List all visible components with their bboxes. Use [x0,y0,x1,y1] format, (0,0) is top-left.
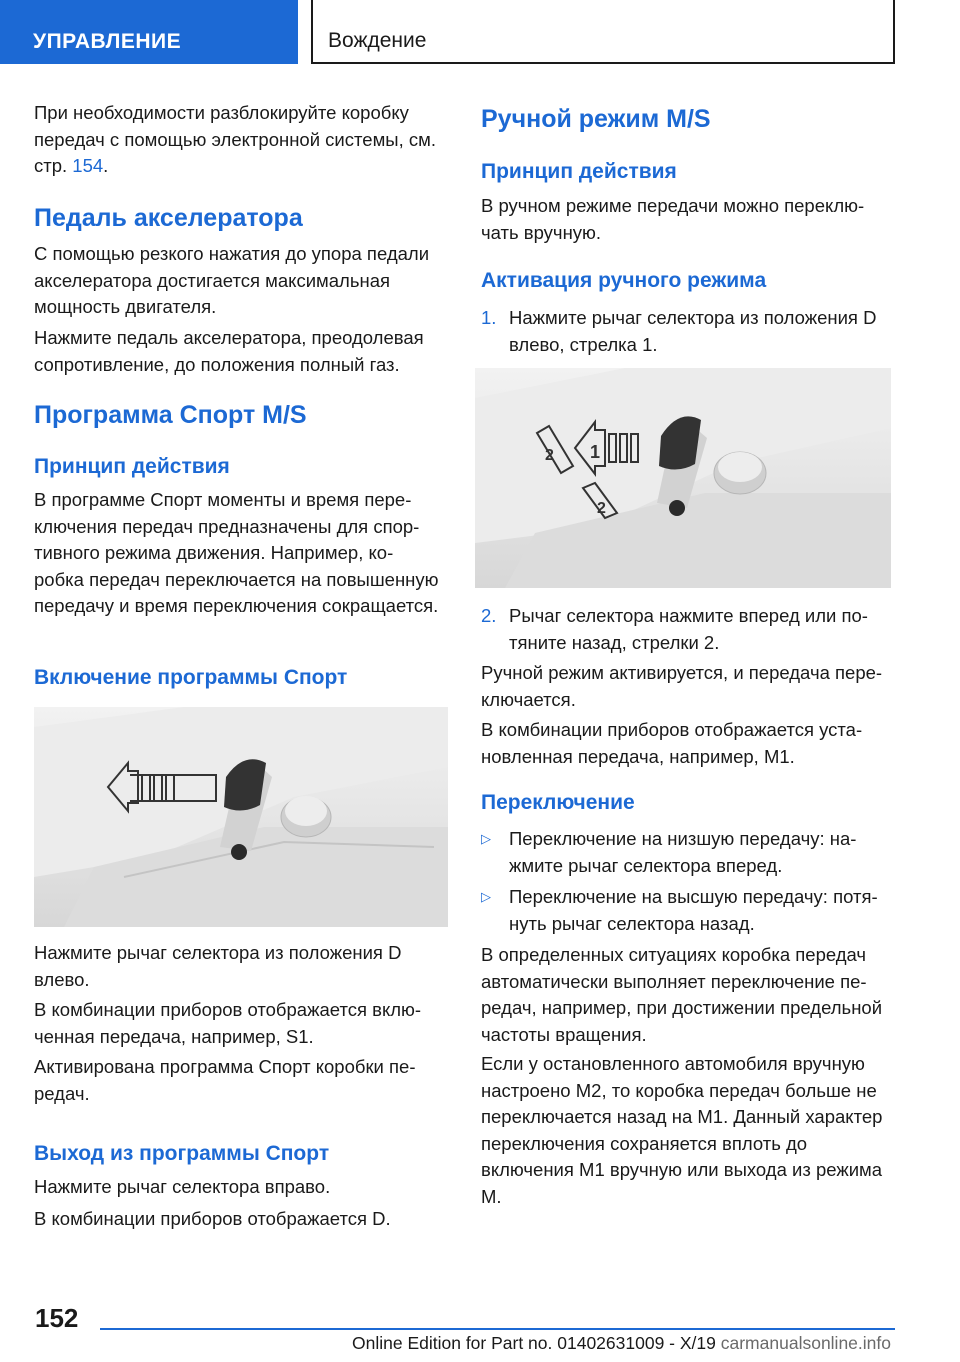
sport-principle-text: В программе Спорт моменты и время пере- ключения передач предназначены для спор- тивного режима движения. Например, ко- робка передач переключается на повышенную передачу и время переключения сокращается. [34,489,439,616]
intro-end: . [103,155,109,176]
watermark-text[interactable]: carmanualsonline.info [720,1333,891,1353]
gear-selector-right-figure [475,368,891,588]
arrow-1-label: 1 [590,442,601,462]
kickdown-text-2: Нажмите педаль акселератора, преодолевая сопротивление, до положения полный газ. [34,327,424,375]
activation-heading: Активация ручного режима [481,269,767,292]
gear-selector-illustration [34,707,448,927]
sport-off-text-1: Нажмите рычаг селектора вправо. [34,1176,331,1197]
manual-principle-heading: Принцип действия [481,160,677,183]
sport-on-heading: Включение программы Спорт [34,666,348,689]
arrow-2-label-upper: 2 [545,447,554,464]
bullet-downshift [481,826,893,882]
chapter-title: Вождение [311,0,895,64]
gear-selector-left-figure [34,707,448,927]
shift-heading: Переключение [481,791,635,814]
step-1 [481,305,893,361]
sport-heading: Программа Спорт M/S [34,401,307,429]
footer-edition [352,1333,891,1354]
intro-text: При необходимости разблокируйте коробку передач с помощью электронной системы, см. стр. [34,102,436,176]
footer-divider [100,1328,895,1330]
intro-paragraph [34,100,448,180]
manual-principle-text: В ручном режиме передачи можно переклю- чать вручную. [481,195,865,243]
section-tab: УПРАВЛЕНИЕ [0,0,298,64]
sport-off-text-2: В комбинации приборов отображается D. [34,1208,391,1229]
page-link[interactable]: 154 [72,155,104,176]
bullet-upshift [481,884,893,940]
sport-on-text-3: Активирована программа Спорт коробки пе- редач. [34,1056,416,1104]
arrow-2-label-lower: 2 [597,500,606,517]
manual-heading: Ручной режим M/S [481,105,711,133]
sport-off-heading: Выход из программы Спорт [34,1142,330,1165]
gear-selector-arrows-illustration [475,368,891,588]
kickdown-heading: Педаль акселератора [34,204,303,232]
step-1-number: 1. [481,307,497,328]
step-1-text: Нажмите рычаг селектора из положения D влево, стрелка 1. [509,307,877,355]
manual-active-text: Ручной режим активируется, и передача пере- ключается. [481,662,883,710]
bullet-downshift-text: Переключение на низшую передачу: на- жмите рычаг селектора вперед. [509,828,857,876]
bullet-upshift-text: Переключение на высшую передачу: потя- нуть рычаг селектора назад. [509,886,878,934]
triangle-bullet-icon: ▷ [481,831,491,846]
edition-text: Online Edition for Part no. 01402631009 - X/19 [352,1333,716,1353]
manual-display-text: В комбинации приборов отображается уста- новленная передача, например, M1. [481,719,863,767]
sport-principle-heading: Принцип действия [34,455,230,478]
auto-shift-text: В определенных ситуациях коробка передач автоматически выполняет переключение пе- редач, например, при достижении предельной частоты вращения. [481,944,883,1045]
sport-on-text-1: Нажмите рычаг селектора из положения D влево. [34,942,402,990]
step-2 [481,603,893,659]
step-2-text: Рычаг селектора нажмите вперед или по- тяните назад, стрелки 2. [509,605,868,653]
triangle-bullet-icon: ▷ [481,889,491,904]
m2-text: Если у остановленного автомобиля вручную настроено M2, то коробка передач больше не переключается назад на M1. Данный характер переключения сохраняется вплоть до включения M1 вручную или выхода из режима M. [481,1053,883,1207]
kickdown-text-1: С помощью резкого нажатия до упора педали акселератора достигается максимальная мощность двигателя. [34,243,430,317]
page-number: 152 [35,1303,79,1333]
step-2-number: 2. [481,605,497,626]
sport-on-text-2: В комбинации приборов отображается вклю- ченная передача, например, S1. [34,999,422,1047]
